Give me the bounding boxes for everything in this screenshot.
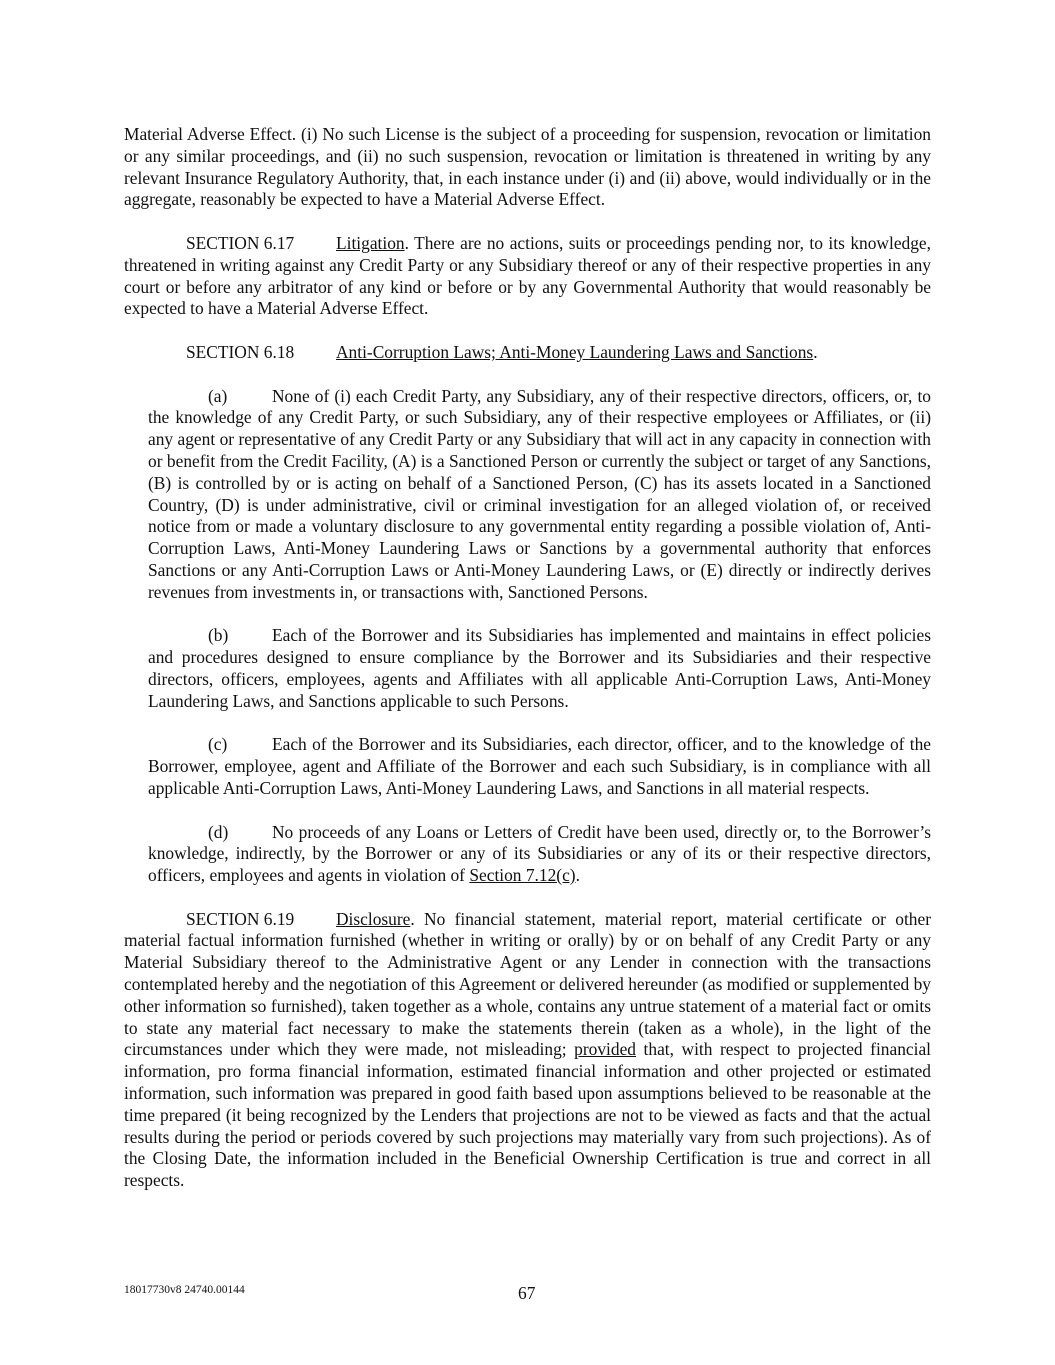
section-number: SECTION 6.17: [186, 232, 295, 253]
section-reference: Section 7.12(c): [469, 865, 576, 886]
clause-text: Each of the Borrower and its Subsidiaries, each director, officer, and to the knowledge of the Borrower, employee, agent and Affiliate of the Borrower and each such Subsidiary, is in compliance with all applicable Anti-Corruption Laws, Anti-Money Laundering Laws, and Sanctions in all material respects.: [148, 734, 931, 798]
clause-text: No proceeds of any Loans or Letters of Credit have been used, directly or, to the Borrower’s knowledge, indirectly, by the Borrower or any of its Subsidiaries or any of its or their respective directors, officers, employees and agents in violation of: [148, 821, 931, 886]
section-heading: Litigation: [336, 232, 405, 253]
proviso-term: provided: [574, 1039, 636, 1060]
clause-b: [148, 625, 931, 712]
clause-c: [148, 734, 931, 799]
section-body-continued: that, with respect to projected financial information, pro forma financial information, estimated financial information and other projected or estimated information, such information was prepared in good faith based upon assumptions believed to be reasonable at the time prepared (it being recognized by the Lenders that projections are not to be viewed as facts and that the actual results during the period or periods covered by such projections may materially vary from such projections). As of the Closing Date, the information included in the Beneficial Ownership Certification is true and correct in all respects.: [124, 1039, 931, 1191]
section-6-19: [124, 909, 931, 1192]
clause-label: (c): [208, 734, 228, 755]
clause-label: (a): [208, 385, 228, 406]
section-heading: Disclosure: [336, 908, 411, 929]
section-trail: .: [813, 341, 818, 362]
clause-text: Each of the Borrower and its Subsidiaries has implemented and maintains in effect policies and procedures designed to ensure compliance by the Borrower and its Subsidiaries and their respective directors, officers, employees, agents and Affiliates with all applicable Anti-Corruption Laws, Anti-Money Laundering Laws, and Sanctions applicable to such Persons.: [148, 625, 931, 711]
section-body: . No financial statement, material report, material certificate or other material factual information furnished (whether in writing or orally) by or on behalf of any Credit Party or any Material Subsidiary thereof to the Administrative Agent or any Lender in connection with the transactions contemplated hereby and the negotiation of this Agreement or delivered hereunder (as modified or supplemented by other information so furnished), taken together as a whole, contains any untrue statement of a material fact or omits to state any material fact necessary to make the statements therein (taken as a whole), in the light of the circumstances under which they were made, not misleading;: [124, 908, 931, 1060]
section-6-18: [124, 342, 931, 364]
clause-trail: .: [575, 865, 580, 886]
section-number: SECTION 6.19: [186, 908, 295, 929]
clause-a: [148, 386, 931, 604]
clause-text: None of (i) each Credit Party, any Subsidiary, any of their respective directors, officers, or, to the knowledge of any Credit Party, or such Subsidiary, any of their respective employees or Affiliates, or (ii) any agent or representative of any Credit Party or any Subsidiary that will act in any capacity in connection with or benefit from the Credit Facility, (A) is a Sanctioned Person or currently the subject or target of any Sanctions, (B) is controlled by or is acting on behalf of a Sanctioned Person, (C) has its assets located in a Sanctioned Country, (D) is under administrative, civil or criminal investigation for an alleged violation of, or received notice from or made a voluntary disclosure to any governmental entity regarding a possible violation of, Anti-Corruption Laws, Anti-Money Laundering Laws or Sanctions by a governmental authority that enforces Sanctions or any Anti-Corruption Laws or Anti-Money Laundering Laws, or (E) directly or indirectly derives revenues from investments in, or transactions with, Sanctioned Persons.: [148, 385, 931, 602]
section-body: . There are no actions, suits or proceedings pending nor, to its knowledge, threatened in writing against any Credit Party or any Subsidiary thereof or any of their respective properties in any court or before any arbitrator of any kind or before or by any Governmental Authority that would reasonably be expected to have a Material Adverse Effect.: [124, 232, 931, 319]
document-body: [124, 124, 931, 1192]
clause-d: [148, 822, 931, 887]
intro-paragraph: Material Adverse Effect. (i) No such License is the subject of a proceeding for suspension, revocation or limitation or any similar proceedings, and (ii) no such suspension, revocation or limitation is threatened in writing by any relevant Insurance Regulatory Authority, that, in each instance under (i) and (ii) above, would individually or in the aggregate, reasonably be expected to have a Material Adverse Effect.: [124, 124, 931, 210]
section-6-17: [124, 233, 931, 320]
section-heading: Anti-Corruption Laws; Anti-Money Laundering Laws and Sanctions: [336, 341, 814, 362]
clause-label: (d): [208, 821, 229, 842]
page-number: 67: [518, 1283, 536, 1303]
clause-label: (b): [208, 625, 229, 646]
section-number: SECTION 6.18: [186, 341, 295, 362]
footer-document-id: 18017730v8 24740.00144: [124, 1284, 245, 1296]
